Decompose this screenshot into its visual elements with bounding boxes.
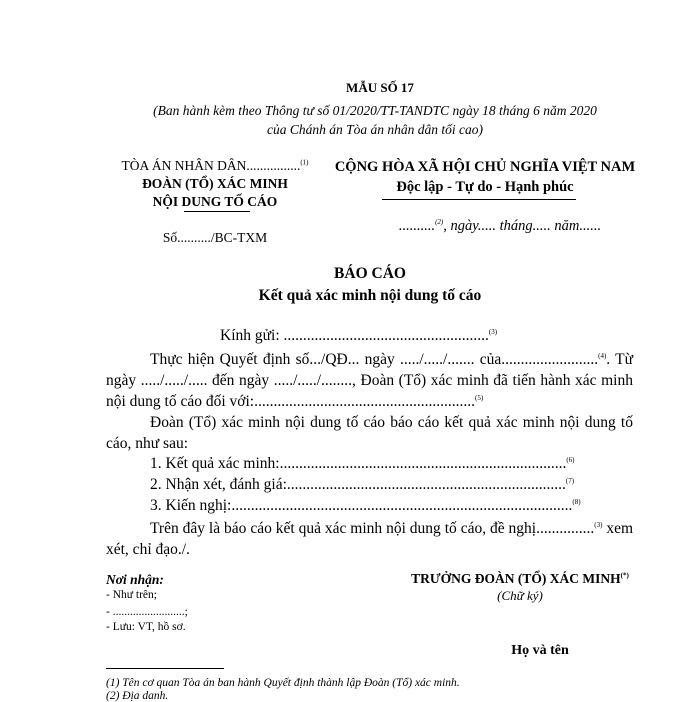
issuance-line-2: của Chánh án Tòa án nhân dân tối cao) xyxy=(267,122,483,137)
republic-name: CỘNG HÒA XÃ HỘI CHỦ NGHĨA VIỆT NAM xyxy=(334,159,636,175)
paragraph-closing: Trên đây là báo cáo kết quả xác minh nội dung tố cáo, đề nghị...............$^{(3)}$ xem xét, chỉ đạo./. xyxy=(106,520,634,558)
recipient-item: - .........................; xyxy=(106,606,188,618)
footnote: (2) Địa danh. xyxy=(106,690,169,702)
document-number: Số........../BC-TXM xyxy=(162,230,268,245)
form-number: MẪU SỐ 17 xyxy=(346,80,414,95)
signer-name: Họ và tên xyxy=(511,643,569,658)
paragraph-report-intro: Đoàn (Tổ) xác minh nội dung tố cáo báo cáo kết quả xác minh nội dung tố cáo, như sau: xyxy=(106,414,633,452)
team-name-line-1: ĐOÀN (TỔ) XÁC MINH xyxy=(142,176,288,191)
recipient-item: - Lưu: VT, hồ sơ. xyxy=(106,621,186,633)
court-name: TÒA ÁN NHÂN DÂN................$^{(1)}$ xyxy=(121,158,309,173)
national-header-block xyxy=(330,157,640,197)
item-verification-result: 1. Kết quả xác minh:..........................................................................$^{(6)}$ xyxy=(150,455,575,472)
left-header-rule xyxy=(184,211,250,212)
paragraph-decision: Thực hiện Quyết định số.../QĐ... ngày ...../...../....... của.........................$^{(4)}$. Từ ngày ...../...../..... đến ngày ...../...../........, Đoàn (Tổ) xác minh đã tiến hành xác minh nội dung tố cáo đối với:.........................................................$^{(5)}$ xyxy=(106,351,633,410)
report-subtitle: Kết quả xác minh nội dung tố cáo xyxy=(258,287,482,304)
report-title: BÁO CÁO xyxy=(334,265,406,282)
issuance-note xyxy=(100,101,650,139)
item-recommendation: 3. Kiến nghị:........................................................................................$^{(8)}$ xyxy=(150,497,581,514)
addressee-line: Kính gửi: .....................................................$^{(3)}$ xyxy=(220,327,498,344)
issuance-line-1: (Ban hành kèm theo Thông tư số 01/2020/TT-TANDTC ngày 18 tháng 6 năm 2020 xyxy=(153,103,597,118)
signer-title: TRƯỞNG ĐOÀN (TỔ) XÁC MINH(*) xyxy=(411,571,629,586)
recipient-item: - Như trên; xyxy=(106,589,157,601)
recipients-title: Nơi nhận: xyxy=(106,572,164,587)
footnote: (1) Tên cơ quan Tòa án ban hành Quyết định thành lập Đoàn (Tổ) xác minh. xyxy=(106,677,460,689)
footnote-rule xyxy=(106,668,224,669)
issuing-agency-block xyxy=(100,157,330,211)
motto-rule xyxy=(382,199,576,200)
team-name-line-2: NỘI DUNG TỐ CÁO xyxy=(152,194,278,209)
national-motto: Độc lập - Tự do - Hạnh phúc xyxy=(396,179,574,195)
item-assessment: 2. Nhận xét, đánh giá:........................................................................$^{(7)}$ xyxy=(150,476,575,493)
signature-note: (Chữ ký) xyxy=(497,588,543,603)
place-and-date: ..........$^{(2)}$, ngày..... tháng..... năm...... xyxy=(398,218,602,234)
